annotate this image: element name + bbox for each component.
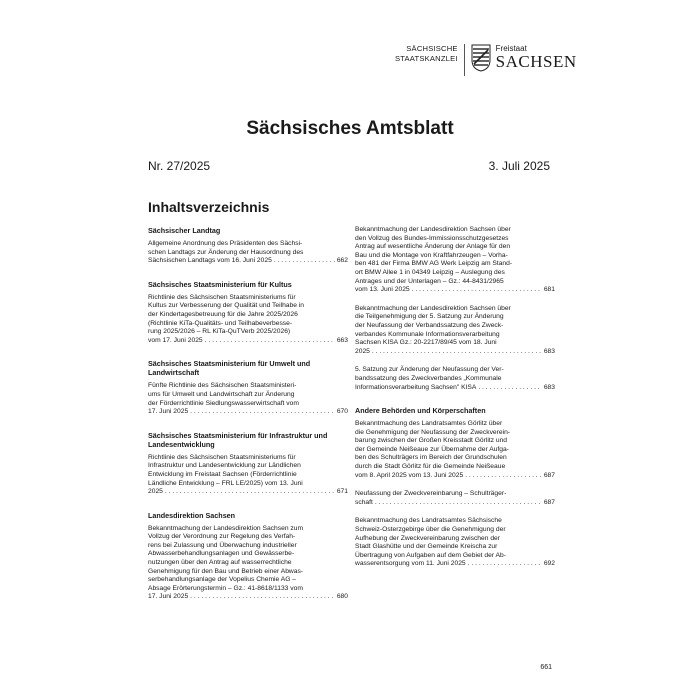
toc-section: [148, 280, 348, 346]
entry-line: Antrag auf wesentliche Änderung der Anlage für den: [355, 243, 511, 251]
dot-leader: [478, 384, 541, 393]
kanzlei-line-2: STAATSKANZLEI: [395, 54, 458, 63]
toc-entry[interactable]: [148, 454, 348, 497]
toc-title: Inhaltsverzeichnis: [148, 199, 270, 215]
entry-line: Aufhebung der Zweckvereinbarung zwischen der: [355, 534, 500, 542]
header-logo: [395, 44, 577, 76]
toc-entry[interactable]: [148, 294, 348, 346]
page-number: 661: [540, 664, 552, 671]
entry-line: Antrages und der Unterlagen – Gz.: 44-8431/2965: [355, 277, 504, 285]
entry-line: Allgemeine Anordnung des Präsidenten des Sächsi-: [148, 240, 303, 247]
toc-entry[interactable]: [355, 305, 555, 357]
entry-line: Genehmigung für den Bau und Betrieb einer Abwas-: [148, 567, 304, 575]
entry-line: Ländliche Entwicklung – FRL LE/2025) vom 13. Juni: [148, 479, 303, 487]
saxony-crest-icon: [471, 44, 491, 72]
dot-leader: [412, 286, 542, 295]
entry-line: durch die Stadt Görlitz für die Gemeinde Neißeaue: [355, 463, 506, 471]
entry-page-number: 683: [543, 383, 555, 391]
entry-last-line: 2025: [148, 488, 163, 496]
entry-line: die Genehmigung der Neufassung der Zweckverein-: [355, 428, 511, 436]
entry-line: ben 481 der Firma BMW AG Werk Leipzig am Stand-: [355, 260, 513, 268]
dot-leader: [372, 348, 542, 357]
entry-page-number: 680: [336, 593, 348, 601]
toc-section: [148, 511, 348, 602]
entry-last-line: wasserentsorgung vom 11. Juni 2025: [355, 560, 466, 568]
entry-page-number: 687: [543, 498, 555, 506]
entry-last-line: vom 13. Juni 2025: [355, 286, 410, 294]
entry-line: rung 2025/2026 – RL KiTa-QuTVerb 2025/2026): [148, 328, 291, 336]
toc-section: [148, 359, 348, 416]
staatskanzlei-label: [395, 44, 458, 64]
toc-entry[interactable]: [355, 226, 555, 295]
entry-line: die Teilgenehmigung der 5. Satzung zur Änderung: [355, 313, 504, 321]
entry-last-line: schaft: [355, 498, 373, 506]
toc-section: [148, 431, 348, 497]
section-heading: Sächsisches Staatsministerium für Umwelt und Landwirtschaft: [148, 359, 311, 378]
entry-line: ums für Umwelt und Landwirtschaft zur Änderung: [148, 390, 295, 398]
entry-line: rens bei Zulassung und Überwachung industrieller: [148, 541, 297, 549]
kanzlei-line-1: SÄCHSISCHE: [406, 44, 458, 53]
toc-entry[interactable]: [355, 517, 555, 569]
section-heading: Sächsisches Staatsministerium für Infrastruktur und Landesentwicklung: [148, 430, 328, 449]
entry-line: Kultus zur Verbesserung der Qualität und Teilhabe in: [148, 302, 305, 310]
freistaat-label: Freistaat: [495, 44, 527, 53]
entry-line: 5. Satzung zur Änderung der Neufassung der Ver-: [355, 366, 504, 374]
entry-line: Schweiz-Osterzgebirge über die Genehmigung der: [355, 526, 506, 534]
entry-line: der Förderrichtlinie Siedlungswasserwirtschaft vom: [148, 399, 299, 407]
toc-entry[interactable]: [355, 366, 555, 392]
dot-leader: [375, 499, 542, 508]
entry-line: Neufassung der Zweckvereinbarung – Schulträger-: [355, 490, 507, 498]
section-heading: Andere Behörden und Körperschaften: [355, 406, 486, 416]
section-heading: Landesdirektion Sachsen: [148, 510, 236, 520]
entry-last-line: vom 8. April 2025 vom 13. Juni 2025: [355, 471, 464, 479]
entry-line: der Kindertagesbetreuung für die Jahre 2025/2026: [148, 310, 298, 318]
issue-number: Nr. 27/2025: [148, 159, 211, 173]
dot-leader: [468, 560, 542, 569]
entry-last-line: 17. Juni 2025: [148, 593, 189, 601]
toc-right-column: [355, 226, 555, 583]
toc-entry[interactable]: [148, 525, 348, 602]
entry-last-line: 2025: [355, 347, 370, 355]
entry-last-line: vom 17. Juni 2025: [148, 336, 203, 344]
dot-leader: [205, 337, 335, 346]
entry-line: Bekanntmachung der Landesdirektion Sachsen über: [355, 304, 511, 312]
entry-line: Richtlinie des Sächsischen Staatsministeriums für: [148, 453, 296, 461]
page-title: Sächsisches Amtsblatt: [246, 118, 454, 139]
toc-entry[interactable]: [355, 420, 555, 480]
entry-page-number: 681: [543, 286, 555, 294]
entry-line: Infrastruktur und Landesentwicklung zur Ländlichen: [148, 462, 301, 470]
entry-line: bandssatzung des Zweckverbandes „Kommunale: [355, 374, 502, 382]
entry-line: ort BMW Allee 1 in 04349 Leipzig – Auslegung des: [355, 268, 505, 276]
entry-line: Bekanntmachung des Landratsamtes Sächsische: [355, 517, 502, 525]
dot-leader: [190, 593, 335, 602]
entry-line: Absage Erörterungstermin – Gz.: 41-8618/1133 vom: [148, 584, 303, 592]
entry-line: ben des Schulträgers im Bereich der Grundschulen: [355, 454, 507, 462]
entry-line: Vollzug der Verordnung zur Regelung des Verfah-: [148, 533, 296, 541]
dot-leader: [190, 408, 335, 417]
dot-leader: [465, 472, 542, 481]
toc-entry[interactable]: [148, 240, 348, 266]
section-heading: Sächsisches Staatsministerium für Kultus: [148, 279, 292, 289]
entry-line: der Neufassung der Verbandssatzung des Zweck-: [355, 321, 504, 329]
entry-line: verbandes Kommunale Informationsverarbeitung: [355, 330, 500, 338]
toc-entry[interactable]: [355, 490, 555, 507]
freistaat-sachsen-wordmark: [496, 44, 577, 70]
entry-line: Stadt Glashütte und der Gemeinde Kreischa zur: [355, 543, 498, 551]
entry-line: Sachsen KISA Gz.: 20-2217/89/45 vom 18. Juni: [355, 339, 497, 347]
entry-last-line: Informationsverarbeitung Sachsen" KISA: [355, 383, 477, 391]
entry-line: nutzungen über den Antrag auf wasserrechtliche: [148, 559, 292, 567]
entry-page-number: 663: [336, 336, 348, 344]
entry-line: der Gemeinde Neißeaue zur Übernahme der Aufga-: [355, 445, 509, 453]
entry-line: Abwasserbehandlungsanlagen und Gewässerbe-: [148, 550, 295, 558]
entry-line: Fünfte Richtlinie des Sächsischen Staatsministeri-: [148, 382, 297, 390]
entry-page-number: 670: [336, 408, 348, 416]
entry-page-number: 671: [336, 488, 348, 496]
entry-line: schen Landtags zur Änderung der Hausordnung des: [148, 248, 304, 256]
entry-page-number: 683: [543, 347, 555, 355]
toc-section: [355, 406, 555, 569]
entry-line: Bau und die Montage von Kraftfahrzeugen – Vorha-: [355, 251, 508, 259]
sachsen-label: SACHSEN: [495, 52, 577, 71]
entry-line: Bekanntmachung der Landesdirektion Sachsen zum: [148, 524, 304, 532]
section-heading: Sächsischer Landtag: [148, 226, 221, 235]
entry-line: Übertragung von Aufgaben auf dem Gebiet der Ab-: [355, 551, 506, 559]
toc-entry[interactable]: [148, 382, 348, 416]
entry-page-number: 662: [336, 257, 348, 265]
entry-line: (Richtlinie KiTa-Qualitäts- und Teilhabeverbesse-: [148, 319, 293, 327]
toc-section: [148, 226, 348, 266]
entry-line: Bekanntmachung des Landratsamtes Görlitz über: [355, 420, 503, 428]
entry-page-number: 692: [543, 560, 555, 568]
header-divider: [464, 44, 465, 76]
toc-section: [355, 226, 555, 392]
entry-last-line: Sächsischen Landtags vom 16. Juni 2025: [148, 257, 272, 265]
entry-page-number: 687: [543, 471, 555, 479]
issue-date: 3. Juli 2025: [488, 159, 550, 173]
entry-line: serbehandlungsanlage der Vopelius Chemie AG –: [148, 576, 296, 584]
dot-leader: [274, 257, 335, 266]
entry-line: Richtlinie des Sächsischen Staatsministeriums für: [148, 293, 296, 301]
entry-line: Bekanntmachung der Landesdirektion Sachsen über: [355, 226, 511, 233]
entry-last-line: 17. Juni 2025: [148, 408, 189, 416]
entry-line: Entwicklung im Freistaat Sachsen (Förderrichtlinie: [148, 470, 297, 478]
toc-left-column: [148, 226, 348, 616]
entry-line: den Vollzug des Bundes-Immissionsschutzgesetzes: [355, 234, 509, 242]
entry-line: barung zwischen der Großen Kreisstadt Görlitz und: [355, 437, 508, 445]
dot-leader: [165, 488, 335, 497]
